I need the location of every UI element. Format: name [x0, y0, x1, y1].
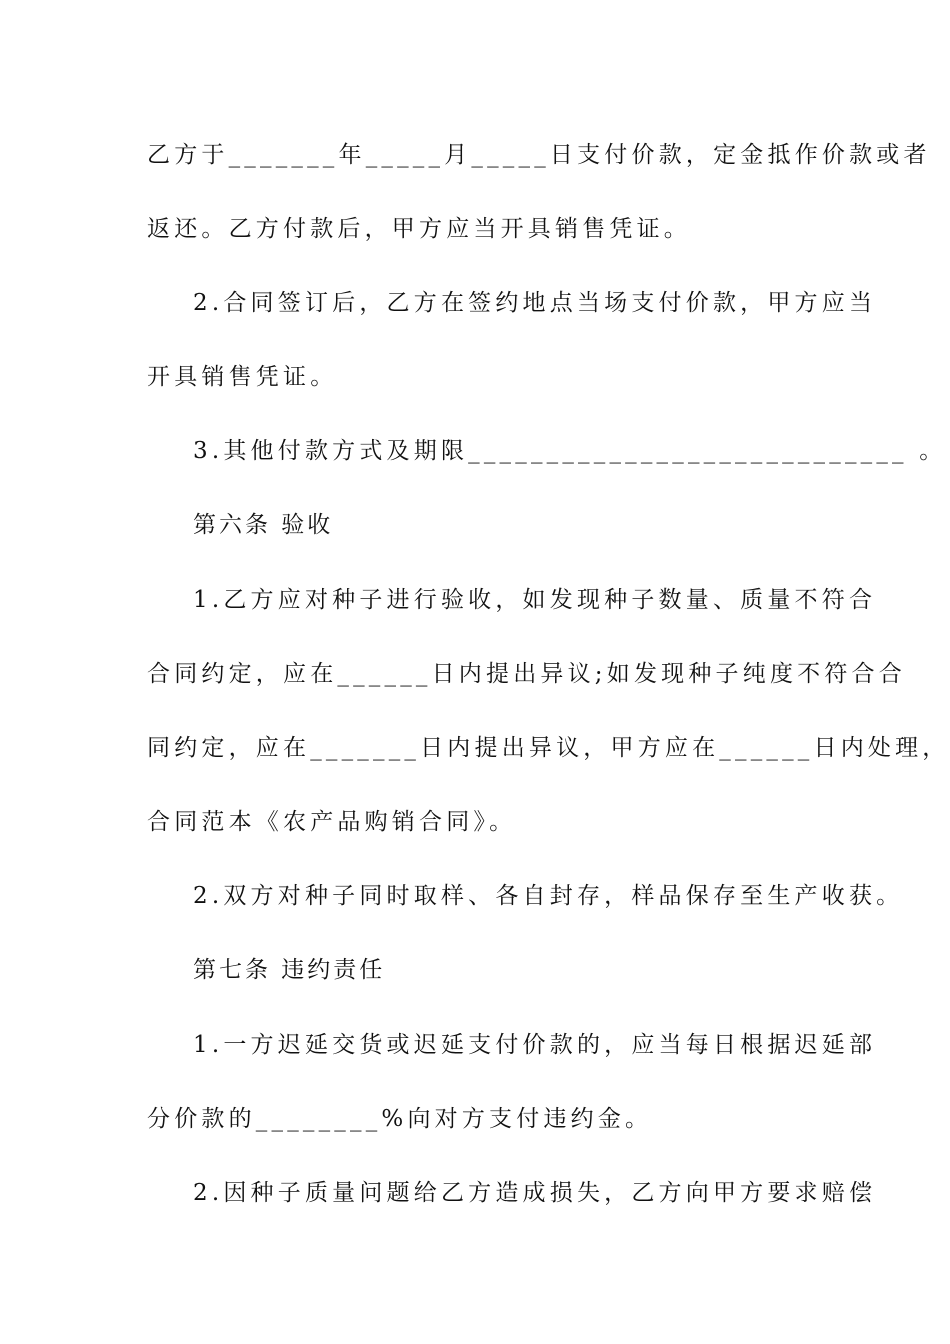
clause-item: 1.一方迟延交货或迟延支付价款的，应当每日根据迟延部 — [193, 1032, 877, 1058]
clause-item: 2.合同签订后，乙方在签约地点当场支付价款，甲方应当 — [193, 290, 877, 316]
clause-item: 2.双方对种子同时取样、各自封存，样品保存至生产收获。 — [193, 883, 904, 909]
paragraph-line: 合同范本《农产品购销合同》。 — [147, 809, 517, 835]
paragraph-line: 返还。乙方付款后，甲方应当开具销售凭证。 — [147, 216, 691, 242]
section-heading: 第七条 违约责任 — [193, 957, 386, 983]
clause-item: 1.乙方应对种子进行验收，如发现种子数量、质量不符合 — [193, 587, 877, 613]
clause-item: 3.其他付款方式及期限____________________________ 。 — [193, 438, 947, 464]
clause-item: 2.因种子质量问题给乙方造成损失，乙方向甲方要求赔偿 — [193, 1180, 877, 1206]
paragraph-line: 开具销售凭证。 — [147, 364, 338, 390]
paragraph-line: 合同约定，应在______日内提出异议;如发现种子纯度不符合合 — [147, 661, 906, 687]
paragraph-line: 分价款的________%向对方支付违约金。 — [147, 1106, 653, 1132]
paragraph-line: 同约定，应在_______日内提出异议，甲方应在______日内处理， — [147, 735, 950, 761]
section-heading: 第六条 验收 — [193, 512, 334, 538]
paragraph-line: 乙方于_______年_____月_____日支付价款，定金抵作价款或者 — [147, 142, 931, 168]
